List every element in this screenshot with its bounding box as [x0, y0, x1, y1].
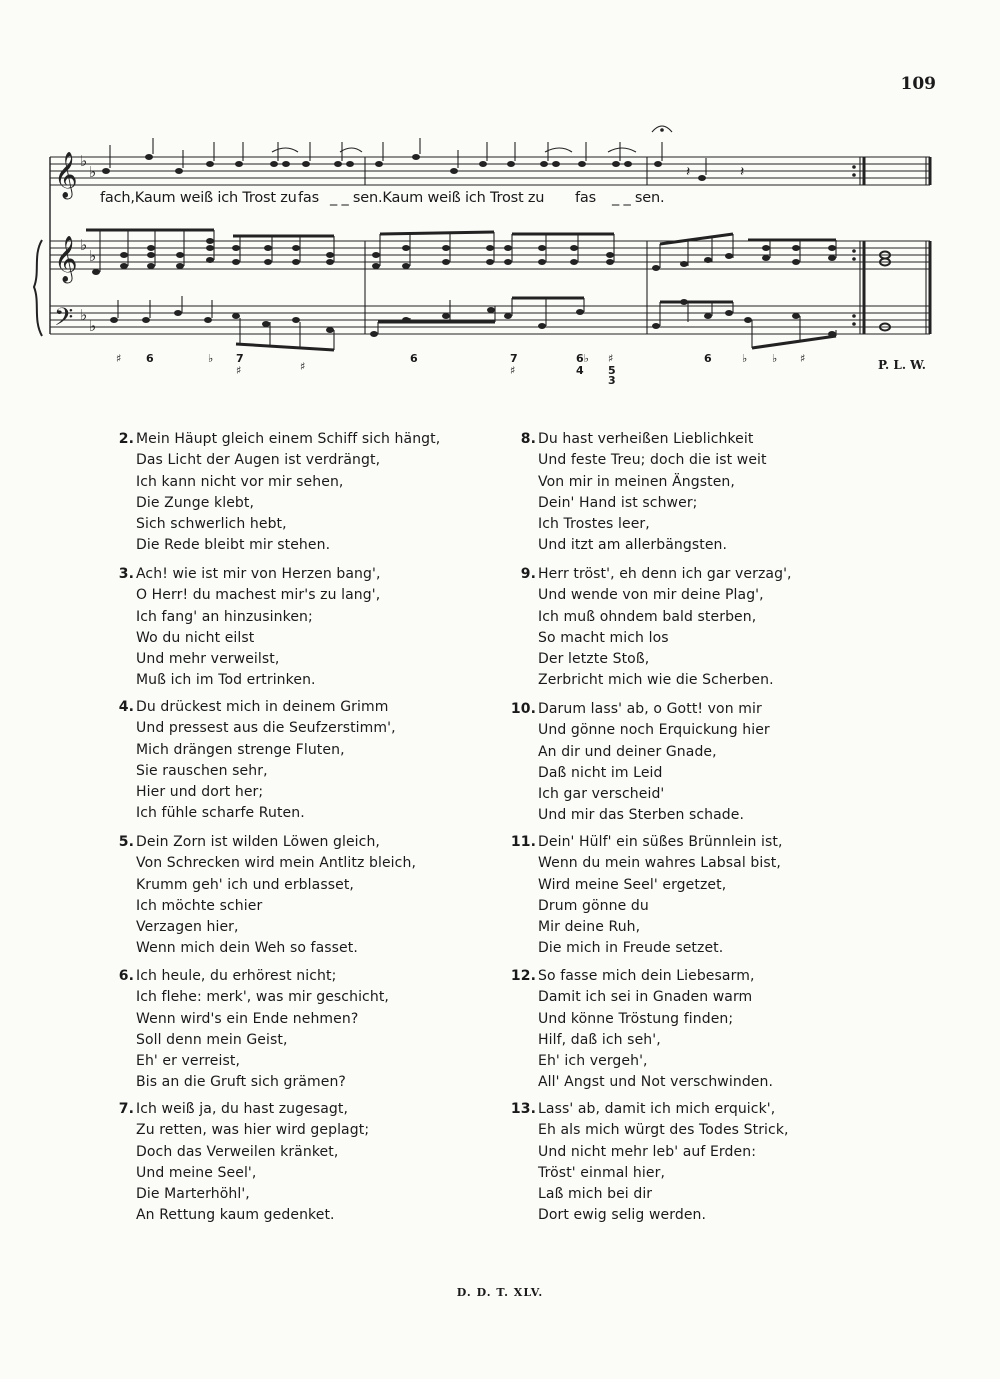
verse-line: Herr tröst', eh denn ich gar verzag',	[538, 566, 792, 582]
figured-bass-17: 4	[576, 364, 584, 377]
verse-line: Hilf, daß ich seh',	[538, 1031, 661, 1048]
verse-line: Drum gönne du	[538, 897, 649, 914]
figured-bass-15: ♯	[510, 364, 516, 377]
verse-line: Sie rauschen sehr,	[136, 762, 268, 779]
svg-text:𝄢: 𝄢	[54, 303, 74, 338]
verse-line: So macht mich los	[538, 629, 669, 646]
verse-number: 10.	[510, 701, 536, 717]
verse-line: Ich kann nicht vor mir sehen,	[136, 473, 344, 490]
verse-number: 7.	[118, 1101, 134, 1117]
verse-2	[118, 429, 441, 557]
verse-line: Ich fühle scharfe Ruten.	[136, 805, 305, 822]
verse-line: Krumm geh' ich und erblasset,	[136, 876, 354, 893]
figured-bass-14: ♯	[800, 352, 806, 365]
figured-bass-16: 5	[608, 364, 616, 377]
verse-7	[118, 1099, 370, 1227]
verse-5	[118, 832, 416, 960]
verse-line: Bis an die Gruft sich grämen?	[136, 1074, 346, 1091]
figured-bass-6: ♯	[300, 360, 306, 373]
svg-text:♭: ♭	[89, 247, 97, 265]
verse-line: Darum lass' ab, o Gott! von mir	[538, 701, 762, 717]
figured-bass-18: 3	[608, 374, 616, 387]
lyric-1: fach,Kaum weiß ich Trost zu	[100, 190, 297, 206]
verse-line: Wo du nicht eilst	[136, 629, 255, 646]
verse-8	[520, 429, 767, 557]
verse-line: Daß nicht im Leid	[538, 764, 663, 781]
verse-line: Die mich in Freude setzet.	[538, 940, 724, 957]
figured-bass-2: 6	[146, 352, 154, 365]
verse-line: Mir deine Ruh,	[538, 919, 641, 936]
svg-text:𝄽: 𝄽	[740, 164, 745, 180]
verse-line: Dein' Hand ist schwer;	[538, 494, 698, 511]
verse-line: Eh als mich würgt des Todes Strick,	[538, 1122, 789, 1139]
verse-line: Von mir in meinen Ängsten,	[538, 473, 735, 490]
verse-line: Die Zunge klebt,	[136, 494, 255, 511]
lyric-3: _ _ sen.Kaum weiß ich Trost zu	[330, 190, 545, 206]
verse-line: Mich drängen strenge Fluten,	[136, 741, 345, 758]
verse-line: Laß mich bei dir	[538, 1186, 653, 1203]
verse-line: Eh' ich vergeh',	[538, 1053, 648, 1070]
verse-line: An dir und deiner Gnade,	[538, 743, 717, 760]
verse-line: Und itzt am allerbängsten.	[538, 537, 728, 554]
verse-line: Tröst' einmal hier,	[538, 1164, 666, 1181]
figured-bass-9: 6♭	[576, 352, 589, 365]
verse-line: Mein Häupt gleich einem Schiff sich hängt,	[136, 431, 441, 447]
verse-line: Verzagen hier,	[136, 919, 239, 936]
verse-line: Die Marterhöhl',	[136, 1186, 250, 1203]
verse-line: Und meine Seel',	[136, 1164, 257, 1181]
verse-line: Wenn du mein wahres Labsal bist,	[538, 855, 781, 872]
verse-13	[510, 1099, 789, 1227]
verse-line: Wenn mich dein Weh so fasset.	[136, 940, 358, 957]
figured-bass-13: ♭	[772, 352, 778, 365]
verse-line: Ich weiß ja, du hast zugesagt,	[136, 1101, 349, 1117]
composer-initials: P. L. W.	[878, 358, 926, 372]
verse-number: 2.	[118, 431, 134, 447]
svg-text:♭: ♭	[80, 306, 88, 324]
verse-11	[510, 832, 783, 960]
verse-line: Der letzte Stoß,	[538, 651, 650, 668]
footer-signature: D. D. T. XLV.	[456, 1286, 544, 1299]
verse-number: 9.	[520, 566, 536, 582]
verse-line: Sich schwerlich hebt,	[136, 516, 287, 533]
verse-line: Von Schrecken wird mein Antlitz bleich,	[136, 855, 416, 872]
verse-line: Lass' ab, damit ich mich erquick',	[538, 1101, 776, 1117]
verse-3	[118, 564, 381, 692]
figured-bass-3: ♭	[208, 352, 214, 365]
verse-line: Ich Trostes leer,	[538, 516, 650, 533]
verse-line: Ich gar verscheid'	[538, 786, 665, 803]
verse-line: Und gönne noch Erquickung hier	[538, 722, 770, 739]
verse-line: Ich flehe: merk', was mir geschicht,	[136, 989, 389, 1006]
figured-bass-12: ♭	[742, 352, 748, 365]
verse-line: Soll denn mein Geist,	[136, 1031, 288, 1048]
verse-line: Und könne Tröstung finden;	[538, 1010, 734, 1027]
verse-line: Das Licht der Augen ist verdrängt,	[136, 452, 381, 469]
lyric-5: _ _ sen.	[612, 190, 665, 206]
lyric-2: fas	[298, 190, 319, 206]
verse-line: Damit ich sei in Gnaden warm	[538, 989, 753, 1006]
figured-bass-5: ♯	[236, 364, 242, 377]
svg-text:♭: ♭	[80, 152, 88, 170]
figured-bass-4: 7	[236, 352, 244, 365]
verse-number: 13.	[510, 1101, 536, 1117]
verse-line: Die Rede bleibt mir stehen.	[136, 537, 331, 554]
verse-number: 12.	[510, 968, 536, 984]
verse-line: Zu retten, was hier wird geplagt;	[136, 1122, 370, 1139]
verse-line: Ich heule, du erhörest nicht;	[136, 968, 337, 984]
verse-line: Muß ich im Tod ertrinken.	[136, 672, 316, 689]
verse-line: Und mir das Sterben schade.	[538, 807, 745, 824]
verse-line: Zerbricht mich wie die Scherben.	[538, 672, 774, 689]
verse-line: Dein' Hülf' ein süßes Brünnlein ist,	[538, 834, 783, 850]
svg-text:𝄽: 𝄽	[686, 164, 691, 180]
svg-text:𝄞: 𝄞	[54, 236, 78, 282]
verse-line: Ich muß ohndem bald sterben,	[538, 608, 757, 625]
verse-line: Und feste Treu; doch die ist weit	[538, 452, 767, 469]
verse-10	[510, 699, 770, 827]
figured-bass-1: ♯	[116, 352, 122, 365]
verse-line: Dein Zorn ist wilden Löwen gleich,	[136, 834, 380, 850]
verse-9	[520, 564, 792, 692]
verse-line: All' Angst und Not verschwinden.	[538, 1074, 774, 1091]
verse-line: Ich möchte schier	[136, 897, 263, 914]
verse-4	[118, 697, 396, 825]
svg-text:♭: ♭	[80, 236, 88, 254]
verse-line: Du drückest mich in deinem Grimm	[136, 699, 389, 715]
verse-line: An Rettung kaum gedenket.	[136, 1207, 335, 1224]
verse-line: Hier und dort her;	[136, 784, 264, 801]
verse-line: Du hast verheißen Lieblichkeit	[538, 431, 754, 447]
verse-number: 6.	[118, 968, 134, 984]
verse-line: Eh' er verreist,	[136, 1053, 241, 1070]
verse-number: 4.	[118, 699, 134, 715]
verse-line: Wird meine Seel' ergetzet,	[538, 876, 727, 893]
verse-line: Und mehr verweilst,	[136, 651, 280, 668]
verse-12	[510, 966, 774, 1094]
verse-line: Und nicht mehr leb' auf Erden:	[538, 1143, 757, 1160]
verse-number: 8.	[520, 431, 536, 447]
verse-line: O Herr! du machest mir's zu lang',	[136, 587, 381, 604]
verse-line: Ach! wie ist mir von Herzen bang',	[136, 566, 381, 582]
figured-bass-8: 7	[510, 352, 518, 365]
svg-text:♭: ♭	[89, 317, 97, 335]
verse-number: 5.	[118, 834, 134, 850]
verse-line: Wenn wird's ein Ende nehmen?	[136, 1010, 359, 1027]
figured-bass-7: 6	[410, 352, 418, 365]
page-number: 109	[900, 74, 936, 94]
figured-bass-10: ♯	[608, 352, 614, 365]
verse-number: 3.	[118, 566, 134, 582]
verse-6	[118, 966, 389, 1094]
verse-line: Doch das Verweilen kränket,	[136, 1143, 339, 1160]
verse-line: Und wende von mir deine Plag',	[538, 587, 764, 604]
verse-line: Und pressest aus die Seufzerstimm',	[136, 720, 396, 737]
verse-line: So fasse mich dein Liebesarm,	[538, 968, 755, 984]
verse-line: Ich fang' an hinzusinken;	[136, 608, 313, 625]
figured-bass-11: 6	[704, 352, 712, 365]
svg-text:𝄞: 𝄞	[54, 152, 78, 198]
verse-number: 11.	[510, 834, 536, 850]
verse-line: Dort ewig selig werden.	[538, 1207, 707, 1224]
lyric-4: fas	[575, 190, 596, 206]
svg-text:♭: ♭	[89, 163, 97, 181]
